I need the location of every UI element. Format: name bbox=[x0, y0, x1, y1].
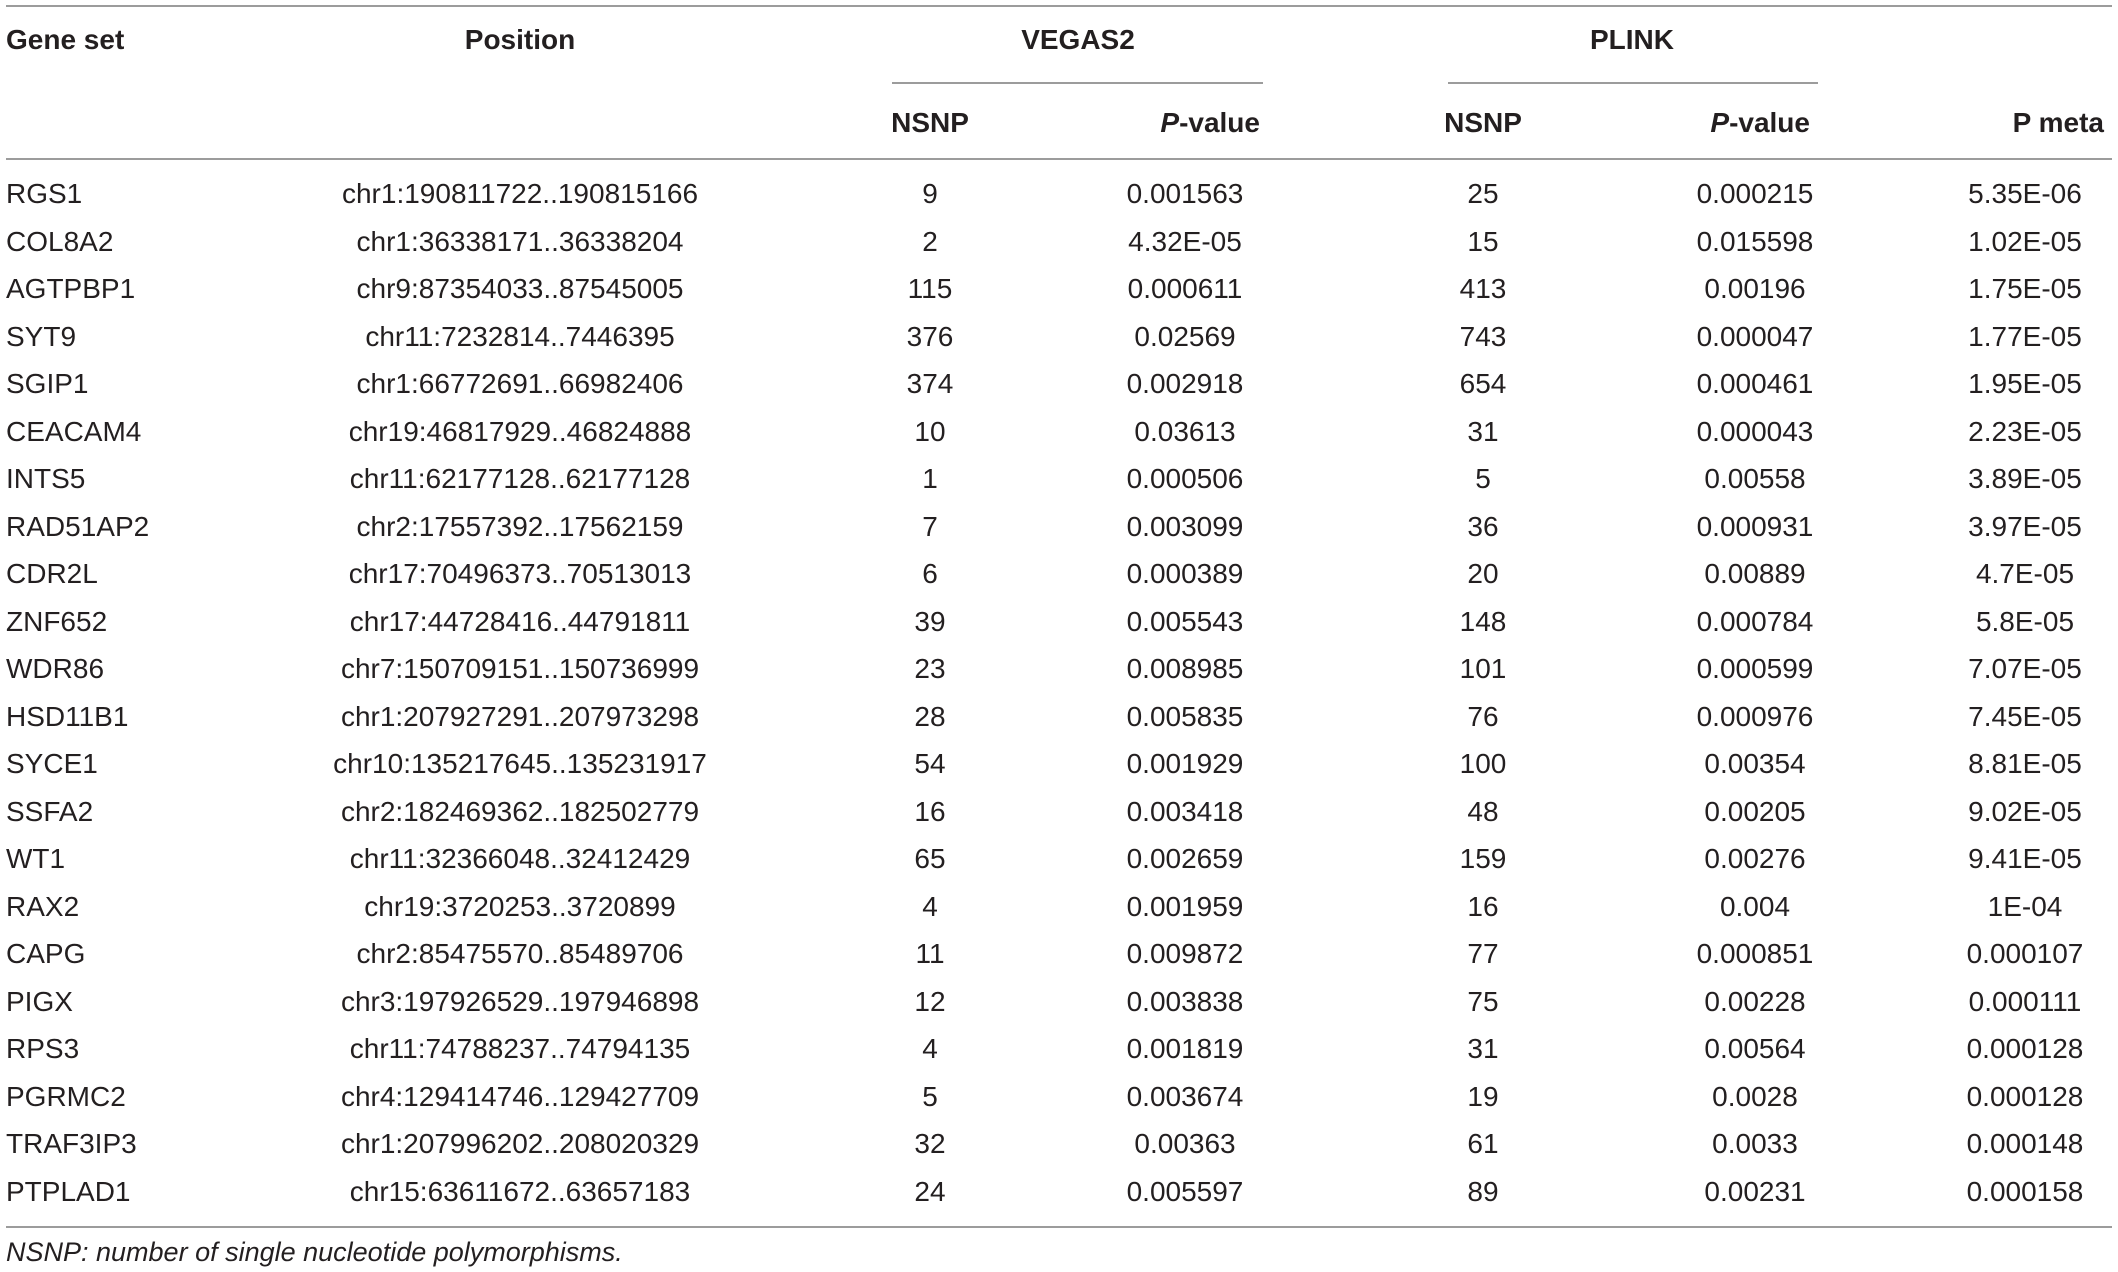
position-cell: chr10:135217645..135231917 bbox=[333, 748, 707, 779]
gene-set-cell: ZNF652 bbox=[6, 605, 108, 637]
plink-p-value-cell: 0.00231 bbox=[1704, 1175, 1806, 1207]
p-meta-cell: 0.000128 bbox=[1966, 1033, 2084, 1064]
p-meta-cell: 1.77E-05 bbox=[1968, 320, 2082, 352]
vegas2-p-value-cell: 0.001819 bbox=[1126, 1033, 1244, 1064]
table-row bbox=[0, 410, 2118, 458]
vegas2-p-value-cell: 0.009872 bbox=[1126, 938, 1244, 969]
vegas2-p-value-cell: 0.003099 bbox=[1126, 510, 1244, 542]
gene-set-cell: SYT9 bbox=[6, 320, 77, 352]
p-meta-cell: 0.000111 bbox=[1968, 985, 2082, 1017]
p-value-suffix: -value bbox=[1729, 107, 1810, 138]
vegas2-p-value-cell: 4.32E-05 bbox=[1128, 225, 1242, 257]
vegas2-nsnp-cell: 6 bbox=[922, 558, 938, 589]
vegas2-p-value-cell: 0.003838 bbox=[1126, 985, 1244, 1017]
p-italic: P bbox=[1710, 107, 1730, 138]
vegas2-p-value-cell: 0.002659 bbox=[1126, 843, 1244, 874]
position-cell: chr11:74788237..74794135 bbox=[349, 1033, 691, 1064]
position-cell: chr1:66772691..66982406 bbox=[356, 368, 684, 399]
gene-set-cell: PIGX bbox=[6, 985, 73, 1017]
vegas2-nsnp-cell: 16 bbox=[914, 795, 946, 827]
table-row bbox=[0, 552, 2118, 600]
table-top-rule bbox=[6, 5, 2112, 7]
header-bottom-rule bbox=[6, 158, 2112, 160]
header-position: Position bbox=[464, 24, 576, 55]
position-cell: chr1:190811722..190815166 bbox=[341, 178, 699, 209]
p-meta-cell: 3.89E-05 bbox=[1968, 463, 2082, 494]
table-row bbox=[0, 1122, 2118, 1170]
p-meta-cell: 3.97E-05 bbox=[1968, 510, 2082, 542]
vegas2-nsnp-cell: 4 bbox=[922, 1033, 938, 1064]
vegas2-p-value-cell: 0.003418 bbox=[1126, 795, 1244, 827]
plink-nsnp-cell: 20 bbox=[1467, 558, 1499, 589]
position-cell: chr11:62177128..62177128 bbox=[349, 463, 691, 494]
gene-set-cell: INTS5 bbox=[6, 463, 86, 494]
plink-p-value-cell: 0.0028 bbox=[1712, 1080, 1798, 1112]
position-cell: chr7:150709151..150736999 bbox=[340, 653, 700, 684]
gene-set-cell: CEACAM4 bbox=[6, 415, 142, 447]
header-p-meta: P meta bbox=[2012, 107, 2104, 138]
vegas2-nsnp-cell: 2 bbox=[922, 225, 938, 257]
vegas2-nsnp-cell: 115 bbox=[907, 273, 953, 304]
plink-p-value-cell: 0.000461 bbox=[1696, 368, 1814, 399]
vegas2-nsnp-cell: 10 bbox=[914, 415, 946, 447]
plink-p-value-cell: 0.00205 bbox=[1704, 795, 1806, 827]
header-plink-p-value bbox=[1650, 106, 1810, 140]
p-meta-cell: 7.07E-05 bbox=[1968, 653, 2082, 684]
vegas2-nsnp-cell: 32 bbox=[914, 1128, 946, 1159]
plink-nsnp-cell: 100 bbox=[1459, 748, 1507, 779]
table-row bbox=[0, 172, 2118, 220]
plink-p-value-cell: 0.000215 bbox=[1696, 178, 1814, 209]
table-row bbox=[0, 837, 2118, 885]
gene-set-cell: SYCE1 bbox=[6, 748, 98, 779]
vegas2-nsnp-cell: 5 bbox=[922, 1080, 938, 1112]
position-cell: chr1:36338171..36338204 bbox=[356, 225, 684, 257]
gene-set-cell: COL8A2 bbox=[6, 225, 114, 257]
header-vegas2-nsnp: NSNP bbox=[891, 107, 969, 138]
p-meta-cell: 8.81E-05 bbox=[1968, 748, 2082, 779]
plink-nsnp-cell: 48 bbox=[1467, 795, 1499, 827]
vegas2-p-value-cell: 0.005543 bbox=[1126, 605, 1244, 637]
plink-p-value-cell: 0.000784 bbox=[1696, 605, 1814, 637]
position-cell: chr2:85475570..85489706 bbox=[356, 938, 684, 969]
table-row bbox=[0, 647, 2118, 695]
plink-nsnp-cell: 413 bbox=[1459, 273, 1507, 304]
table-body bbox=[0, 172, 2118, 1217]
plink-nsnp-cell: 743 bbox=[1459, 320, 1507, 352]
table-row bbox=[0, 1170, 2118, 1218]
vegas2-nsnp-cell: 376 bbox=[906, 320, 954, 352]
plink-nsnp-cell: 75 bbox=[1467, 985, 1499, 1017]
table-row bbox=[0, 315, 2118, 363]
p-meta-cell: 7.45E-05 bbox=[1968, 700, 2082, 732]
plink-nsnp-cell: 31 bbox=[1467, 1033, 1499, 1064]
header-plink-group: PLINK bbox=[1590, 24, 1674, 55]
gene-set-cell: CDR2L bbox=[6, 558, 98, 589]
position-cell: chr2:17557392..17562159 bbox=[356, 510, 684, 542]
plink-nsnp-cell: 159 bbox=[1459, 843, 1507, 874]
plink-p-value-cell: 0.00228 bbox=[1704, 985, 1806, 1017]
position-cell: chr15:63611672..63657183 bbox=[349, 1175, 691, 1207]
position-cell: chr19:3720253..3720899 bbox=[364, 890, 676, 922]
plink-p-value-cell: 0.000043 bbox=[1696, 415, 1814, 447]
vegas2-nsnp-cell: 54 bbox=[914, 748, 946, 779]
table-row bbox=[0, 1075, 2118, 1123]
vegas2-p-value-cell: 0.000506 bbox=[1126, 463, 1244, 494]
plink-nsnp-cell: 76 bbox=[1467, 700, 1499, 732]
gene-set-cell: PGRMC2 bbox=[6, 1080, 126, 1112]
gene-set-cell: RAX2 bbox=[6, 890, 80, 922]
vegas2-nsnp-cell: 24 bbox=[914, 1175, 946, 1207]
position-cell: chr1:207996202..208020329 bbox=[340, 1128, 700, 1159]
plink-nsnp-cell: 36 bbox=[1467, 510, 1499, 542]
plink-nsnp-cell: 654 bbox=[1459, 368, 1507, 399]
vegas2-p-value-cell: 0.003674 bbox=[1126, 1080, 1244, 1112]
table-row bbox=[0, 742, 2118, 790]
p-value-suffix: -value bbox=[1179, 107, 1260, 138]
position-cell: chr2:182469362..182502779 bbox=[340, 795, 700, 827]
p-meta-cell: 1E-04 bbox=[1987, 890, 2063, 922]
vegas2-nsnp-cell: 65 bbox=[914, 843, 946, 874]
header-plink-nsnp: NSNP bbox=[1444, 107, 1522, 138]
table-footnote: NSNP: number of single nucleotide polymorphisms. bbox=[6, 1237, 623, 1267]
gene-set-cell: SGIP1 bbox=[6, 368, 89, 399]
plink-nsnp-cell: 31 bbox=[1467, 415, 1499, 447]
table-row bbox=[0, 267, 2118, 315]
gene-set-cell: CAPG bbox=[6, 938, 86, 969]
vegas2-nsnp-cell: 4 bbox=[922, 890, 938, 922]
gene-set-cell: RGS1 bbox=[6, 178, 83, 209]
plink-p-value-cell: 0.00276 bbox=[1704, 843, 1806, 874]
vegas2-p-value-cell: 0.02569 bbox=[1134, 320, 1236, 352]
header-vegas2-p-value bbox=[1100, 106, 1260, 140]
plink-p-value-cell: 0.0033 bbox=[1712, 1128, 1798, 1159]
table-row bbox=[0, 362, 2118, 410]
table-row bbox=[0, 695, 2118, 743]
plink-nsnp-cell: 77 bbox=[1467, 938, 1499, 969]
plink-p-value-cell: 0.00889 bbox=[1704, 558, 1806, 589]
vegas2-p-value-cell: 0.005835 bbox=[1126, 700, 1244, 732]
position-cell: chr3:197926529..197946898 bbox=[340, 985, 700, 1017]
p-meta-cell: 0.000158 bbox=[1966, 1175, 2084, 1207]
vegas2-p-value-cell: 0.001563 bbox=[1126, 178, 1244, 209]
gene-set-cell: AGTPBP1 bbox=[6, 273, 136, 304]
plink-nsnp-cell: 16 bbox=[1467, 890, 1499, 922]
p-meta-cell: 5.35E-06 bbox=[1968, 178, 2082, 209]
plink-p-value-cell: 0.00196 bbox=[1704, 273, 1806, 304]
position-cell: chr17:44728416..44791811 bbox=[349, 605, 691, 637]
vegas2-p-value-cell: 0.000389 bbox=[1126, 558, 1244, 589]
gene-set-cell: WDR86 bbox=[6, 653, 105, 684]
p-meta-cell: 9.41E-05 bbox=[1968, 843, 2082, 874]
table-row bbox=[0, 790, 2118, 838]
p-meta-cell: 4.7E-05 bbox=[1975, 558, 2075, 589]
plink-group-rule bbox=[1448, 82, 1818, 84]
plink-p-value-cell: 0.004 bbox=[1719, 890, 1791, 922]
table-row bbox=[0, 457, 2118, 505]
header-gene-set: Gene set bbox=[6, 24, 125, 55]
table-row bbox=[0, 980, 2118, 1028]
position-cell: chr17:70496373..70513013 bbox=[348, 558, 692, 589]
p-italic: P bbox=[1160, 107, 1180, 138]
vegas2-nsnp-cell: 11 bbox=[915, 938, 945, 969]
plink-nsnp-cell: 19 bbox=[1467, 1080, 1499, 1112]
p-meta-cell: 2.23E-05 bbox=[1968, 415, 2082, 447]
vegas2-group-rule bbox=[892, 82, 1263, 84]
vegas2-p-value-cell: 0.000611 bbox=[1127, 273, 1243, 304]
plink-p-value-cell: 0.000047 bbox=[1696, 320, 1814, 352]
p-meta-cell: 0.000107 bbox=[1966, 938, 2084, 969]
vegas2-p-value-cell: 0.002918 bbox=[1126, 368, 1244, 399]
p-meta-cell: 0.000148 bbox=[1966, 1128, 2084, 1159]
p-meta-cell: 9.02E-05 bbox=[1968, 795, 2082, 827]
p-meta-cell: 1.75E-05 bbox=[1968, 273, 2082, 304]
table-row bbox=[0, 505, 2118, 553]
gene-set-cell: RAD51AP2 bbox=[6, 510, 150, 542]
vegas2-p-value-cell: 0.03613 bbox=[1134, 415, 1236, 447]
vegas2-nsnp-cell: 374 bbox=[906, 368, 954, 399]
position-cell: chr1:207927291..207973298 bbox=[340, 700, 700, 732]
p-meta-cell: 5.8E-05 bbox=[1975, 605, 2075, 637]
vegas2-p-value-cell: 0.008985 bbox=[1126, 653, 1244, 684]
gene-set-cell: SSFA2 bbox=[6, 795, 94, 827]
table-row bbox=[0, 1027, 2118, 1075]
plink-nsnp-cell: 5 bbox=[1475, 463, 1491, 494]
vegas2-p-value-cell: 0.001929 bbox=[1126, 748, 1244, 779]
position-cell: chr19:46817929..46824888 bbox=[348, 415, 692, 447]
table-row bbox=[0, 885, 2118, 933]
plink-p-value-cell: 0.00354 bbox=[1704, 748, 1806, 779]
vegas2-nsnp-cell: 23 bbox=[914, 653, 946, 684]
gene-set-cell: RPS3 bbox=[6, 1033, 80, 1064]
plink-nsnp-cell: 101 bbox=[1459, 653, 1507, 684]
p-meta-cell: 1.95E-05 bbox=[1968, 368, 2082, 399]
plink-p-value-cell: 0.015598 bbox=[1696, 225, 1814, 257]
plink-p-value-cell: 0.000976 bbox=[1696, 700, 1814, 732]
vegas2-nsnp-cell: 7 bbox=[922, 510, 938, 542]
position-cell: chr4:129414746..129427709 bbox=[340, 1080, 700, 1112]
position-cell: chr11:32366048..32412429 bbox=[349, 843, 691, 874]
table-bottom-rule bbox=[6, 1226, 2112, 1228]
table-row bbox=[0, 220, 2118, 268]
gene-set-cell: WT1 bbox=[6, 843, 66, 874]
table-row bbox=[0, 600, 2118, 648]
plink-p-value-cell: 0.00558 bbox=[1704, 463, 1806, 494]
vegas2-nsnp-cell: 1 bbox=[922, 463, 938, 494]
table-row bbox=[0, 932, 2118, 980]
plink-nsnp-cell: 61 bbox=[1467, 1128, 1499, 1159]
p-meta-cell: 0.000128 bbox=[1966, 1080, 2084, 1112]
gene-set-cell: HSD11B1 bbox=[6, 700, 129, 732]
position-cell: chr9:87354033..87545005 bbox=[356, 273, 684, 304]
vegas2-nsnp-cell: 28 bbox=[914, 700, 946, 732]
vegas2-p-value-cell: 0.005597 bbox=[1126, 1175, 1244, 1207]
vegas2-nsnp-cell: 39 bbox=[914, 605, 946, 637]
p-meta-cell: 1.02E-05 bbox=[1968, 225, 2082, 257]
plink-p-value-cell: 0.00564 bbox=[1704, 1033, 1806, 1064]
plink-p-value-cell: 0.000851 bbox=[1696, 938, 1814, 969]
vegas2-p-value-cell: 0.00363 bbox=[1134, 1128, 1236, 1159]
vegas2-nsnp-cell: 9 bbox=[922, 178, 938, 209]
vegas2-p-value-cell: 0.001959 bbox=[1126, 890, 1244, 922]
plink-p-value-cell: 0.000931 bbox=[1696, 510, 1814, 542]
header-vegas2-group: VEGAS2 bbox=[1021, 24, 1135, 55]
vegas2-nsnp-cell: 12 bbox=[914, 985, 946, 1017]
plink-nsnp-cell: 25 bbox=[1467, 178, 1499, 209]
gene-set-cell: TRAF3IP3 bbox=[6, 1128, 137, 1159]
plink-nsnp-cell: 89 bbox=[1467, 1175, 1499, 1207]
plink-nsnp-cell: 148 bbox=[1459, 605, 1507, 637]
plink-p-value-cell: 0.000599 bbox=[1696, 653, 1814, 684]
gene-set-cell: PTPLAD1 bbox=[6, 1175, 131, 1207]
position-cell: chr11:7232814..7446395 bbox=[365, 320, 675, 352]
plink-nsnp-cell: 15 bbox=[1467, 225, 1499, 257]
